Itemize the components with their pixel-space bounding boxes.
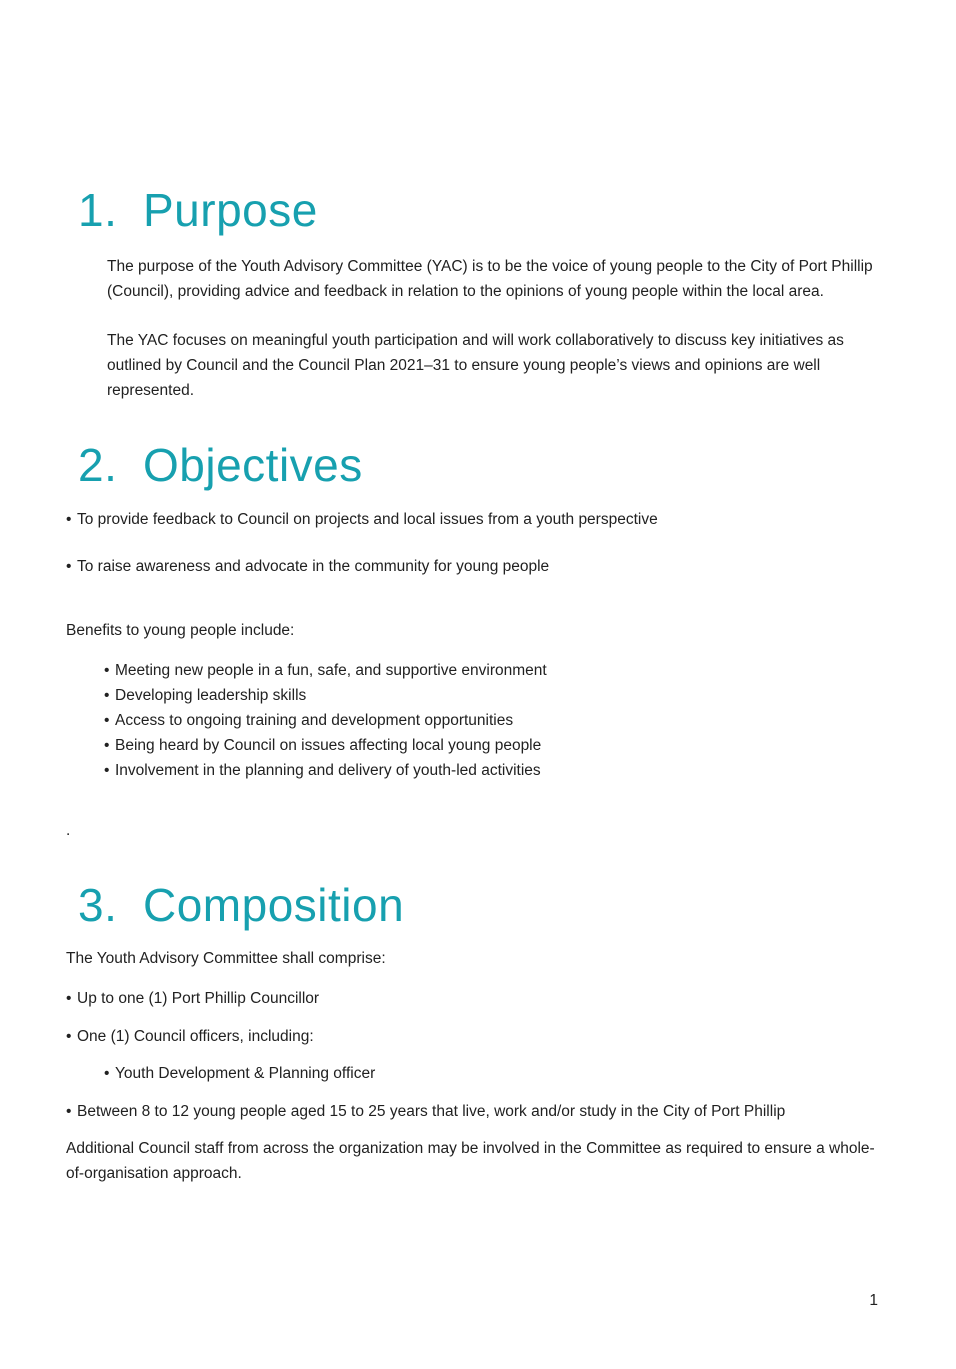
purpose-paragraph-2: The YAC focuses on meaningful youth participation and will work collaboratively to discuss key initiatives as outlined by Council and the Council Plan 2021–31 to ensure young people’s views and opinions are well represented. xyxy=(107,332,844,399)
bullet-icon: • xyxy=(66,511,72,528)
heading-composition xyxy=(66,881,882,929)
heading-purpose xyxy=(66,186,882,234)
heading-composition-title: Composition xyxy=(143,879,405,931)
objectives-bullet-1-text: To provide feedback to Council on projects and local issues from a youth perspective xyxy=(77,511,658,528)
benefits-intro: Benefits to young people include: xyxy=(66,622,295,639)
composition-bullet-1-text: Up to one (1) Port Phillip Councillor xyxy=(77,990,320,1007)
composition-sub-bullet-1 xyxy=(104,1061,882,1086)
bullet-icon: • xyxy=(104,1065,110,1082)
bullet-icon: • xyxy=(104,712,110,729)
benefit-item-1 xyxy=(104,658,882,683)
heading-composition-number: 3. xyxy=(78,879,118,931)
benefit-item-5 xyxy=(104,758,882,783)
composition-intro: The Youth Advisory Committee shall comprise: xyxy=(66,950,386,967)
bullet-icon: • xyxy=(104,662,110,679)
composition-bullet-2-text: One (1) Council officers, including: xyxy=(77,1028,314,1045)
purpose-paragraph-1: The purpose of the Youth Advisory Committee (YAC) is to be the voice of young people to the City of Port Phillip (Council), providing advice and feedback in relation to the opinions of young people within the local area. xyxy=(107,258,873,300)
benefit-item-5-text: Involvement in the planning and delivery of youth-led activities xyxy=(115,762,541,779)
benefit-item-3 xyxy=(104,708,882,733)
stray-period: . xyxy=(66,822,71,839)
heading-objectives xyxy=(66,441,882,489)
composition-bullet-1 xyxy=(66,986,882,1011)
bullet-icon: • xyxy=(104,737,110,754)
composition-sub-bullet-1-text: Youth Development & Planning officer xyxy=(115,1065,376,1082)
composition-bullet-3 xyxy=(66,1099,882,1124)
page-number: 1 xyxy=(869,1292,878,1309)
heading-objectives-number: 2. xyxy=(78,439,118,491)
composition-bullet-2 xyxy=(66,1024,882,1049)
benefit-item-3-text: Access to ongoing training and development opportunities xyxy=(115,712,514,729)
objectives-bullet-2 xyxy=(66,554,882,579)
benefit-item-2-text: Developing leadership skills xyxy=(115,687,307,704)
benefit-item-4 xyxy=(104,733,882,758)
bullet-icon: • xyxy=(66,1103,72,1120)
heading-purpose-number: 1. xyxy=(78,184,118,236)
objectives-bullet-2-text: To raise awareness and advocate in the community for young people xyxy=(77,558,550,575)
section-purpose xyxy=(66,186,882,403)
bullet-icon: • xyxy=(66,1028,72,1045)
section-composition xyxy=(66,881,882,1186)
benefits-list xyxy=(66,658,882,783)
composition-bullet-3-text: Between 8 to 12 young people aged 15 to 25 years that live, work and/or study in the City of Port Phillip xyxy=(77,1103,786,1120)
benefit-item-4-text: Being heard by Council on issues affecting local young people xyxy=(115,737,542,754)
objectives-bullet-1 xyxy=(66,507,882,532)
heading-objectives-title: Objectives xyxy=(143,439,363,491)
benefit-item-1-text: Meeting new people in a fun, safe, and supportive environment xyxy=(115,662,547,679)
section-objectives xyxy=(66,441,882,843)
composition-closing: Additional Council staff from across the organization may be involved in the Committee as required to ensure a whole-of-organisation approach. xyxy=(66,1140,875,1182)
bullet-icon: • xyxy=(104,687,110,704)
heading-purpose-title: Purpose xyxy=(143,184,318,236)
bullet-icon: • xyxy=(104,762,110,779)
benefit-item-2 xyxy=(104,683,882,708)
bullet-icon: • xyxy=(66,990,72,1007)
bullet-icon: • xyxy=(66,558,72,575)
